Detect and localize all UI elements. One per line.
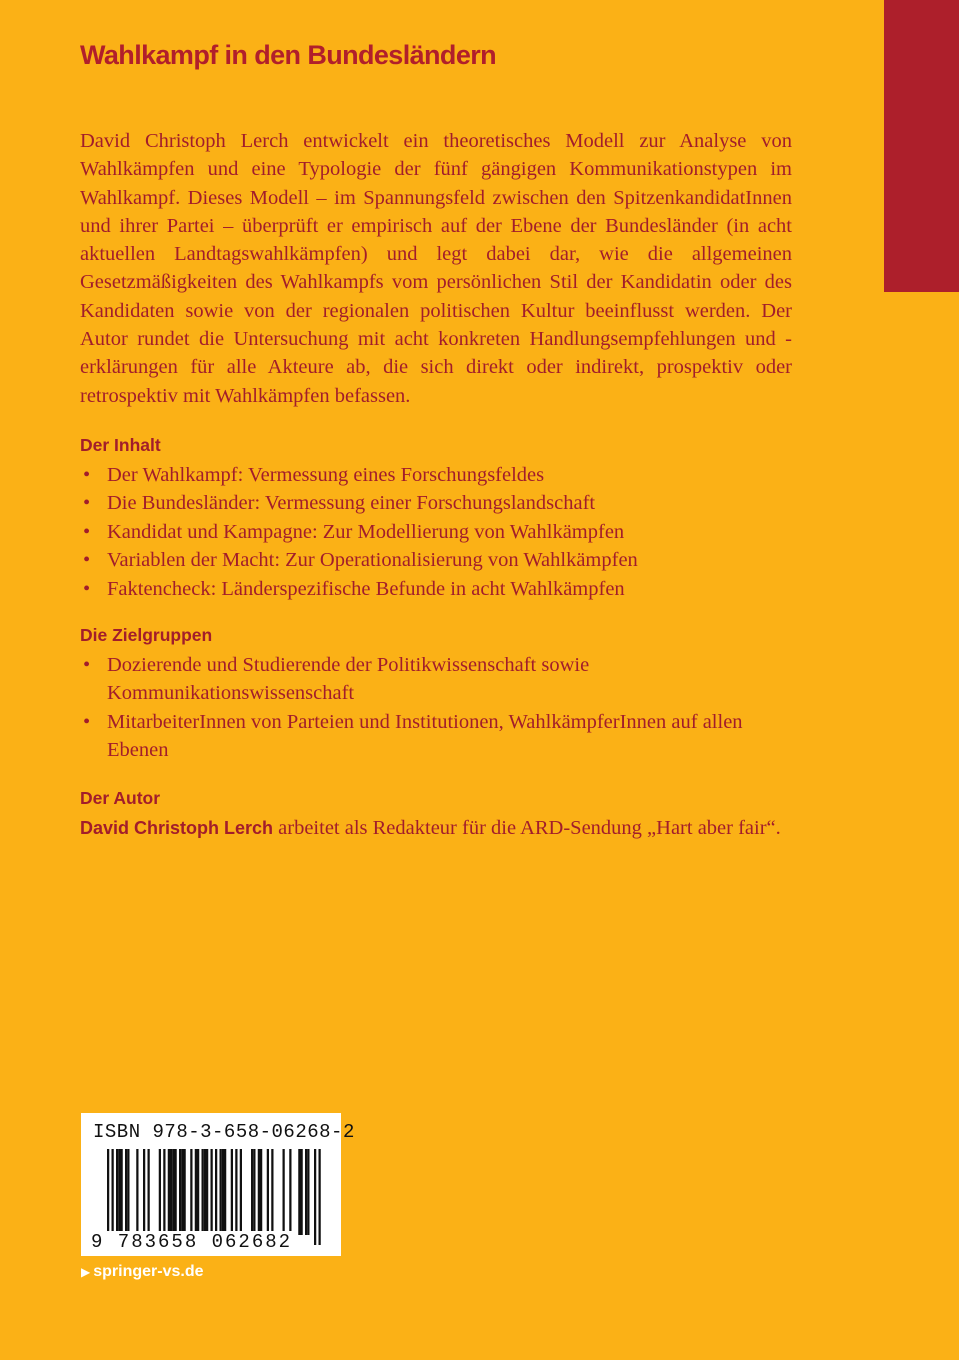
barcode-bar [271,1149,273,1235]
barcode-bar [319,1149,321,1245]
arrow-right-icon: ▶ [81,1265,91,1279]
bullet-icon: • [83,549,91,572]
barcode-bar [163,1149,165,1235]
author-paragraph [80,814,792,842]
barcode-bar [168,1149,170,1235]
bullet-icon: • [83,520,91,543]
book-title: Wahlkampf in den Bundesländern [80,40,497,70]
barcode-bar [118,1149,120,1235]
barcode-bar [289,1149,291,1235]
barcode-bar [301,1149,303,1235]
list-item: • Der Wahlkampf: Vermessung eines Forschungsfeldes [80,461,792,489]
barcode-bar [224,1149,226,1235]
barcode-bar [258,1149,260,1235]
barcode-bar [175,1149,177,1235]
barcode-bar [136,1149,138,1235]
list-item: • Dozierende und Studierende der Politikwissenschaft sowie Kommunikationswissenschaft [80,651,780,708]
barcode-bar [283,1149,285,1235]
barcode-bar [240,1149,242,1235]
barcode-bar [267,1149,269,1235]
barcode-bar [170,1149,172,1235]
isbn-barcode [81,1113,355,1256]
red-corner-tab [884,0,959,292]
barcode-bar [179,1149,181,1235]
barcode-bar [305,1149,307,1235]
inhalt-list [80,461,792,603]
barcode-bar [190,1149,192,1235]
author-name: David Christoph Lerch [80,818,274,838]
barcode-bar [197,1149,199,1235]
ean-digits: 9 783658 062682 [91,1231,293,1253]
barcode-bar [222,1149,224,1235]
barcode-bar [127,1149,129,1235]
barcode-bar [125,1149,127,1235]
barcode-bar [172,1149,174,1235]
barcode-bar [148,1149,150,1235]
barcode-bar [202,1149,204,1235]
list-item: • Variablen der Macht: Zur Operationalisierung von Wahlkämpfen [80,546,792,574]
barcode-bar [204,1149,206,1235]
author-description: arbeitet als Redakteur für die ARD-Sendung „Hart aber fair“. [273,817,781,839]
bullet-icon: • [83,710,91,733]
barcode-bar [251,1149,253,1235]
barcode-bar [143,1149,145,1235]
bullet-icon: • [83,577,91,600]
barcode-bar [235,1149,237,1235]
barcode-bar [184,1149,186,1235]
barcode-bar [116,1149,118,1235]
barcode-bar [314,1149,316,1245]
barcode-bar [253,1149,255,1235]
barcode-bar [181,1149,183,1235]
section-heading-zielgruppen: Die Zielgruppen [80,625,213,645]
barcode-bar [220,1149,222,1235]
blurb-paragraph: David Christoph Lerch entwickelt ein theoretisches Modell zur Analyse von Wahlkämpfen und eine Typologie der fünf gängigen Kommunikationstypen im Wahlkampf. Dieses Modell – im Spannungsfeld zwischen den SpitzenkandidatInnen und ihrer Partei – überprüft er empirisch auf der Ebene der Bundesländer (in acht aktuellen Landtagswahlkämpfen) und legt dabei dar, wie die allgemeinen Gesetzmäßigkeiten des Wahlkampfs vom persönlichen Stil der Kandidatin oder des Kandidaten sowie von der regionalen politischen Kultur beeinflusst werden. Der Autor rundet die Untersuchung mit acht konkreten Handlungsempfehlungen und -erklärungen für alle Akteure ab, die sich direkt oder indirekt, prospektiv oder retrospektiv mit Wahlkämpfen befassen. [80,130,792,407]
bullet-icon: • [83,654,91,676]
publisher-url: springer-vs.de [93,1263,204,1280]
barcode-bar [298,1149,300,1235]
barcode-bar [231,1149,233,1235]
barcode-bar [260,1149,262,1235]
zielgruppen-list [80,651,780,765]
section-heading-inhalt: Der Inhalt [80,435,161,455]
bullet-icon: • [83,492,91,515]
barcode-bar [159,1149,161,1235]
barcode-bar [121,1149,123,1235]
section-heading-autor: Der Autor [80,788,161,808]
barcode-bar [195,1149,197,1235]
list-item: • MitarbeiterInnen von Parteien und Institutionen, WahlkämpferInnen auf allen Ebenen [80,708,780,765]
bullet-icon: • [83,464,91,486]
isbn-label: ISBN 978-3-658-06268-2 [93,1121,355,1143]
list-item: • Kandidat und Kampagne: Zur Modellierung von Wahlkämpfen [80,518,792,546]
list-item: • Die Bundesländer: Vermessung einer Forschungslandschaft [80,489,792,517]
list-item: • Faktencheck: Länderspezifische Befunde in acht Wahlkämpfen [80,575,792,603]
publisher-link[interactable] [81,1263,204,1281]
barcode-bar [307,1149,309,1235]
barcode-bar [206,1149,208,1235]
